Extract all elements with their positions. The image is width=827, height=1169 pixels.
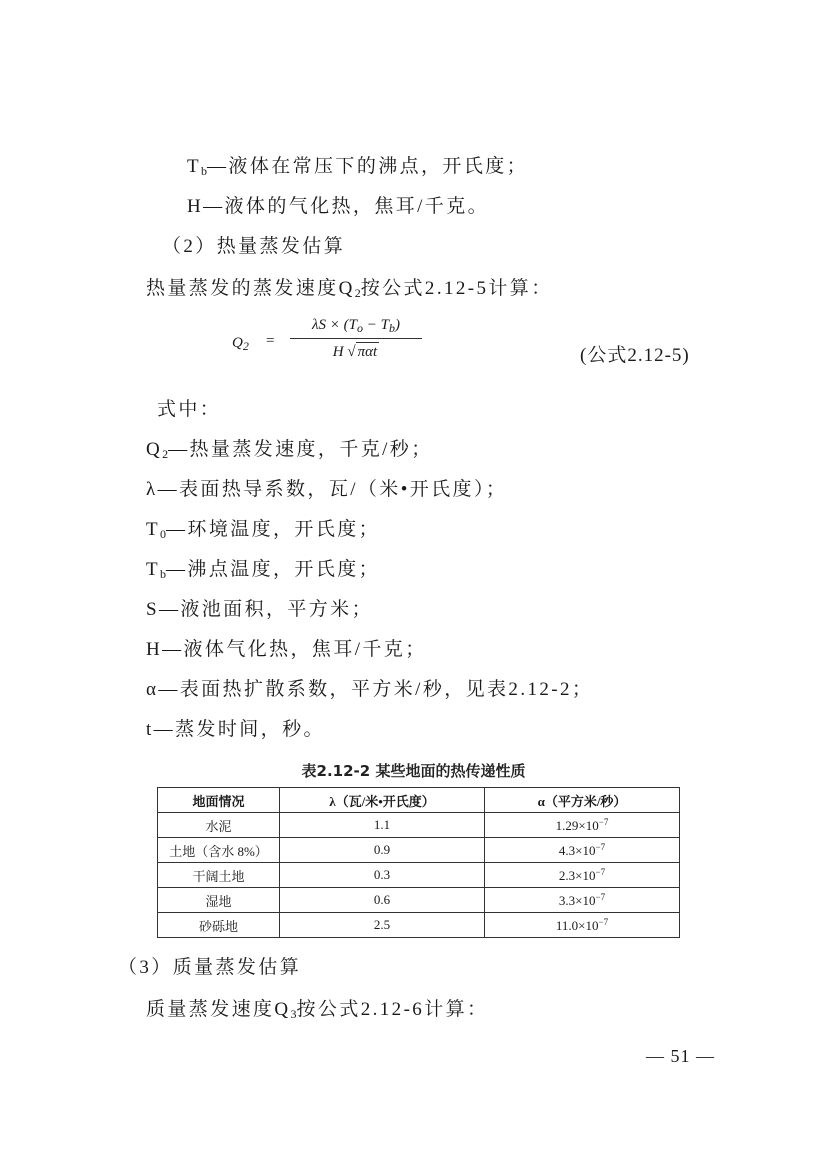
header-lambda: λ（瓦/米•开氏度） <box>280 788 485 813</box>
alpha-value: 2.3×10 <box>558 867 596 883</box>
page-number: — 51 — <box>646 1046 715 1066</box>
num-part: − T <box>363 317 389 333</box>
definition-text: —环境温度，开氏度； <box>166 519 381 540</box>
cell-lambda: 1.1 <box>280 813 485 838</box>
cell-alpha <box>485 838 680 863</box>
tb-boiling-definition <box>146 558 380 586</box>
subscript: 2 <box>162 447 169 461</box>
cell-ground: 干阔土地 <box>158 863 280 888</box>
denominator <box>290 339 422 365</box>
exponent: −7 <box>595 866 606 877</box>
cell-alpha <box>485 888 680 913</box>
cell-alpha <box>485 913 680 938</box>
den-h: H <box>332 344 348 360</box>
tb-definition <box>187 155 528 183</box>
alpha-value: 4.3×10 <box>558 842 596 858</box>
heat-transfer-table <box>157 787 680 938</box>
intro-text: 质量蒸发速度Q <box>146 999 291 1020</box>
symbol: Q <box>146 439 163 460</box>
exponent: −7 <box>598 916 609 927</box>
definition-text: —沸点温度，开氏度； <box>166 559 381 580</box>
formula-number: (公式2.12-5) <box>580 345 690 366</box>
radicand: παt <box>357 344 378 360</box>
section-2-intro <box>146 277 553 305</box>
sqrt-icon: √ <box>347 344 356 360</box>
subscript: 3 <box>290 1007 297 1021</box>
subscript: 0 <box>160 527 167 541</box>
cell-alpha <box>485 813 680 838</box>
exponent: −7 <box>595 841 606 852</box>
table-row <box>158 813 680 838</box>
cell-ground: 砂砾地 <box>158 913 280 938</box>
q2-definition <box>146 438 433 466</box>
cell-ground: 水泥 <box>158 813 280 838</box>
header-alpha: α（平方米/秒） <box>485 788 680 813</box>
cell-lambda: 0.9 <box>280 838 485 863</box>
table-row <box>158 838 680 863</box>
cell-lambda: 0.3 <box>280 863 485 888</box>
t-definition: t—蒸发时间，秒。 <box>146 719 325 740</box>
h2-definition: H—液体气化热，焦耳/千克； <box>146 639 427 660</box>
t0-definition <box>146 518 380 546</box>
lambda-definition: λ—表面热导系数，瓦/（米•开氏度）； <box>146 479 508 500</box>
table-header-row <box>158 788 680 813</box>
numerator <box>290 312 422 338</box>
table-row <box>158 888 680 913</box>
exponent: −7 <box>598 816 609 827</box>
header-ground: 地面情况 <box>158 788 280 813</box>
subscript: 2 <box>354 286 361 300</box>
formula-lhs <box>232 335 249 354</box>
section-3-title: （3）质量蒸发估算 <box>118 957 302 978</box>
alpha-definition: α—表面热扩散系数，平方米/秒，见表2.12-2； <box>146 679 594 700</box>
table-caption: 表2.12-2 某些地面的热传递性质 <box>301 762 526 780</box>
subscript: b <box>201 164 208 178</box>
subscript: b <box>388 321 395 335</box>
where-label: 式中： <box>157 399 222 420</box>
intro-text: 按公式2.12-5计算： <box>360 278 553 299</box>
alpha-value: 11.0×10 <box>555 917 599 933</box>
subscript: 2 <box>242 339 249 353</box>
subscript: o <box>357 321 363 335</box>
intro-text: 热量蒸发的蒸发速度Q <box>146 278 355 299</box>
section-2-title: （2）热量蒸发估算 <box>162 236 346 257</box>
cell-lambda: 2.5 <box>280 913 485 938</box>
intro-text: 按公式2.12-6计算： <box>296 999 489 1020</box>
cell-ground: 土地（含水 8%） <box>158 838 280 863</box>
alpha-value: 1.29×10 <box>555 817 599 833</box>
definition-text: —液体在常压下的沸点，开氏度； <box>207 156 529 177</box>
cell-ground: 湿地 <box>158 888 280 913</box>
table-row <box>158 863 680 888</box>
symbol: T <box>187 156 202 177</box>
cell-alpha <box>485 863 680 888</box>
cell-lambda: 0.6 <box>280 888 485 913</box>
h-definition: H—液体的气化热，焦耳/千克。 <box>187 196 490 217</box>
num-part: ) <box>394 317 400 333</box>
subscript: b <box>160 567 167 581</box>
q-symbol: Q <box>232 335 243 351</box>
s-definition: S—液池面积，平方米； <box>146 599 373 620</box>
symbol: T <box>146 519 161 540</box>
section-3-intro <box>146 998 488 1026</box>
num-part: λS × (T <box>312 317 357 333</box>
fraction <box>290 312 422 365</box>
alpha-value: 3.3×10 <box>558 892 596 908</box>
definition-text: —热量蒸发速度，千克/秒； <box>168 439 433 460</box>
symbol: T <box>146 559 161 580</box>
exponent: −7 <box>595 891 606 902</box>
equals-sign: = <box>266 333 275 349</box>
table-row <box>158 913 680 938</box>
